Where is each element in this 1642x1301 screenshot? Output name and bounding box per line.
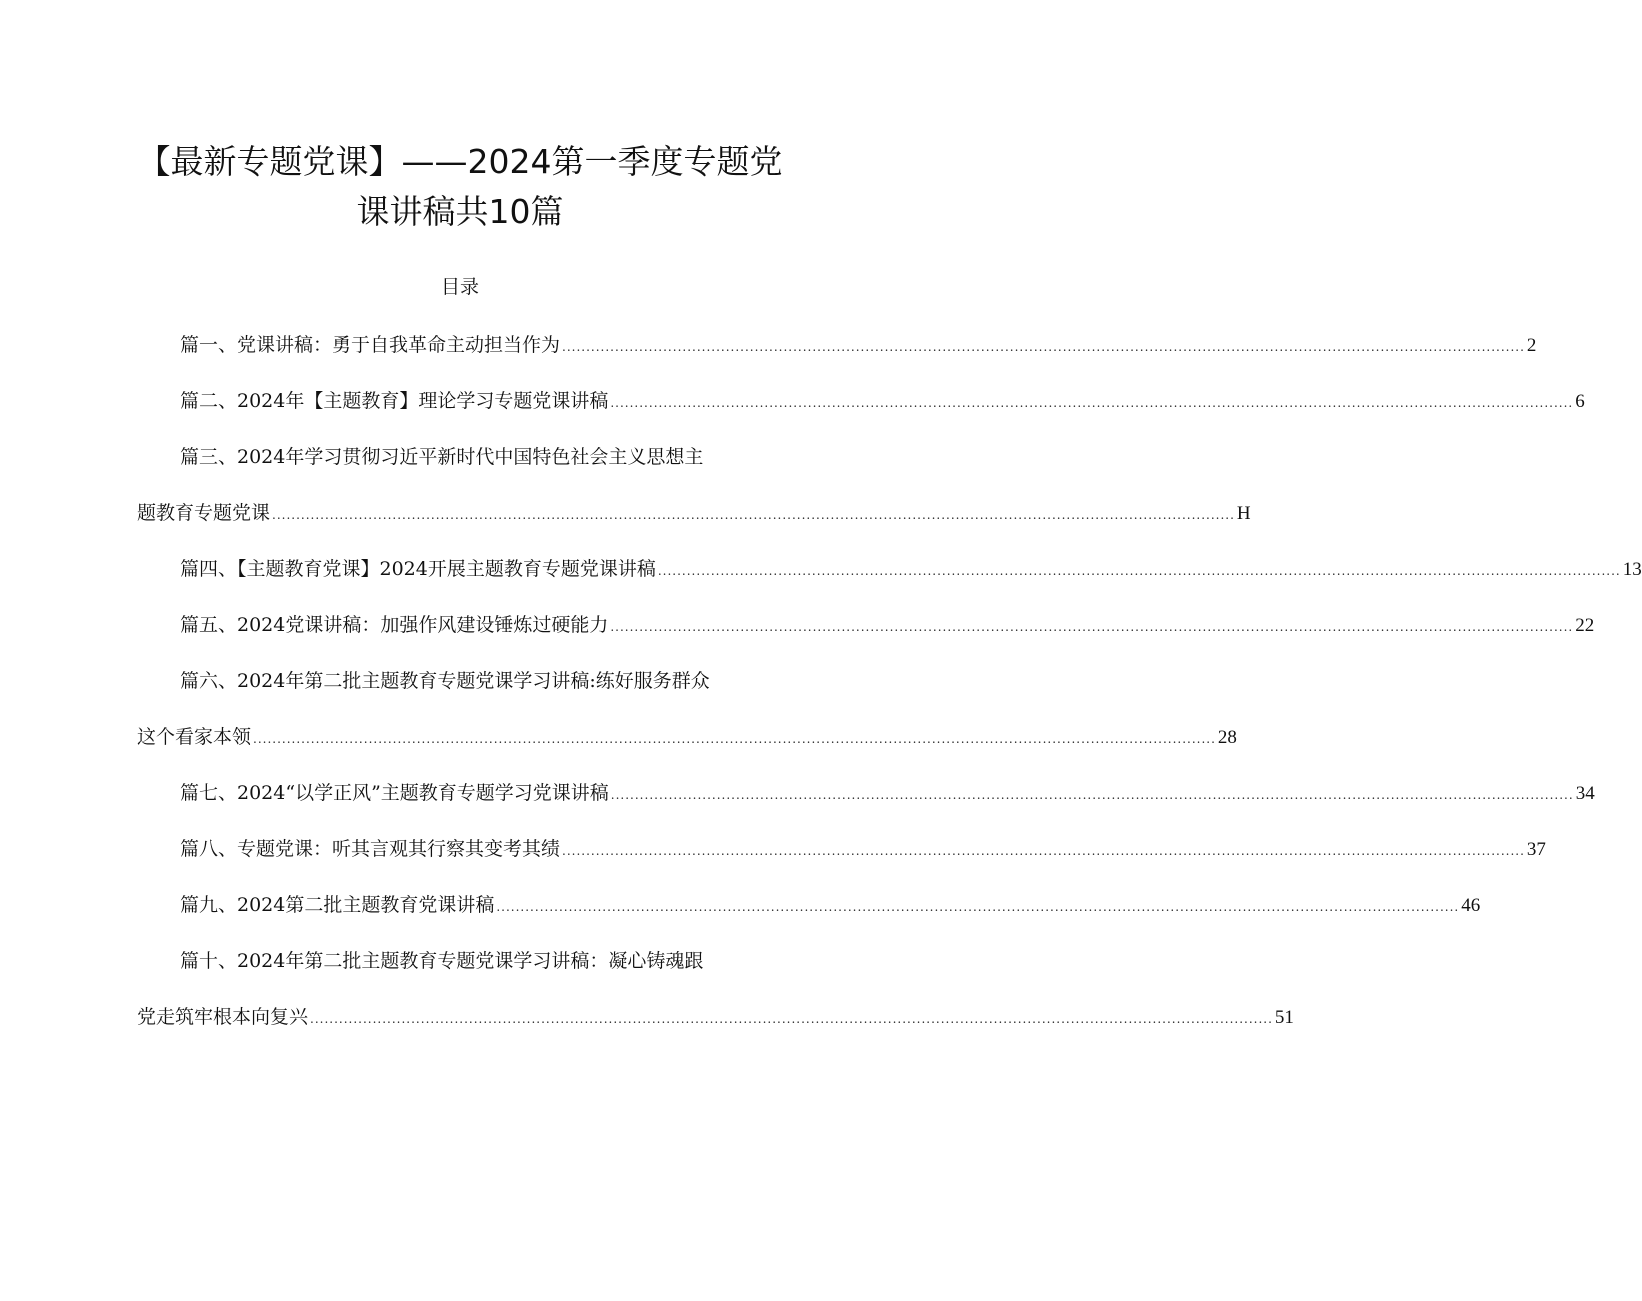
toc-page-number: 22	[1575, 615, 1595, 636]
toc-heading: 目录	[440, 276, 479, 298]
toc-entry-5[interactable]	[180, 610, 1595, 642]
toc-leader-dots: ........................................................................................................................................................................................................	[272, 508, 1235, 522]
toc-entry-text: 篇四、【主题教育党课】2024开展主题教育专题党课讲稿	[180, 558, 656, 580]
toc-page-number: 28	[1217, 727, 1237, 748]
toc-entry-text: 篇八、专题党课：听其言观其行察其变考其绩	[180, 838, 561, 860]
toc-page-number: H	[1236, 503, 1251, 524]
toc-entry-text: 篇一、党课讲稿：勇于自我革命主动担当作为	[180, 334, 561, 356]
toc-leader-dots: ........................................................................................................................................................................................................	[562, 340, 1525, 354]
toc-entry-text: 篇五、2024党课讲稿：加强作风建设锤炼过硬能力	[180, 614, 609, 636]
toc-entry-7[interactable]	[180, 778, 1595, 810]
toc-page-number: 51	[1274, 1007, 1294, 1028]
toc-leader-dots: ........................................................................................................................................................................................................	[610, 788, 1574, 802]
toc-entry-8[interactable]	[180, 834, 1546, 866]
toc-entry-1[interactable]	[180, 330, 1537, 362]
toc-entry-10[interactable]	[137, 1002, 1294, 1034]
toc-leader-dots: ........................................................................................................................................................................................................	[310, 1012, 1273, 1026]
toc-leader-dots: ........................................................................................................................................................................................................	[610, 396, 1574, 410]
toc-entry-text: 篇七、2024“以学正风”主题教育专题学习党课讲稿	[180, 782, 609, 804]
toc-entry-text: 篇九、2024第二批主题教育党课讲稿	[180, 894, 495, 916]
toc-entry-3-first-line[interactable]: 篇三、2024年学习贯彻习近平新时代中国特色社会主义思想主	[180, 446, 704, 468]
toc-leader-dots: ........................................................................................................................................................................................................	[562, 844, 1525, 858]
toc-entry-text: 这个看家本领	[137, 726, 252, 748]
toc-entry-text: 篇二、2024年【主题教育】理论学习专题党课讲稿	[180, 390, 609, 412]
toc-entry-4[interactable]	[180, 554, 1642, 586]
document-title-line-1: 【最新专题党课】——2024第一季度专题党	[137, 142, 783, 181]
toc-leader-dots: ........................................................................................................................................................................................................	[496, 900, 1460, 914]
toc-leader-dots: ........................................................................................................................................................................................................	[610, 620, 1574, 634]
toc-entry-9[interactable]	[180, 890, 1481, 922]
toc-leader-dots: ........................................................................................................................................................................................................	[657, 564, 1621, 578]
toc-page-number: 46	[1461, 895, 1481, 916]
toc-leader-dots: ........................................................................................................................................................................................................	[253, 732, 1216, 746]
toc-page-number: 37	[1526, 839, 1546, 860]
toc-entry-6[interactable]	[137, 722, 1237, 754]
toc-entry-text: 党走筑牢根本向复兴	[137, 1006, 309, 1028]
toc-entry-2[interactable]	[180, 386, 1585, 418]
toc-entry-3[interactable]	[137, 498, 1251, 530]
toc-page-number: 2	[1526, 335, 1537, 356]
toc-entry-text: 题教育专题党课	[137, 502, 271, 524]
toc-page-number: 6	[1575, 391, 1585, 412]
toc-page-number: 13	[1622, 559, 1642, 580]
toc-page-number: 34	[1575, 783, 1595, 804]
document-title-line-2: 课讲稿共10篇	[356, 192, 564, 231]
toc-entry-6-first-line[interactable]: 篇六、2024年第二批主题教育专题党课学习讲稿:练好服务群众	[180, 670, 710, 692]
toc-entry-10-first-line[interactable]: 篇十、2024年第二批主题教育专题党课学习讲稿：凝心铸魂跟	[180, 950, 704, 972]
